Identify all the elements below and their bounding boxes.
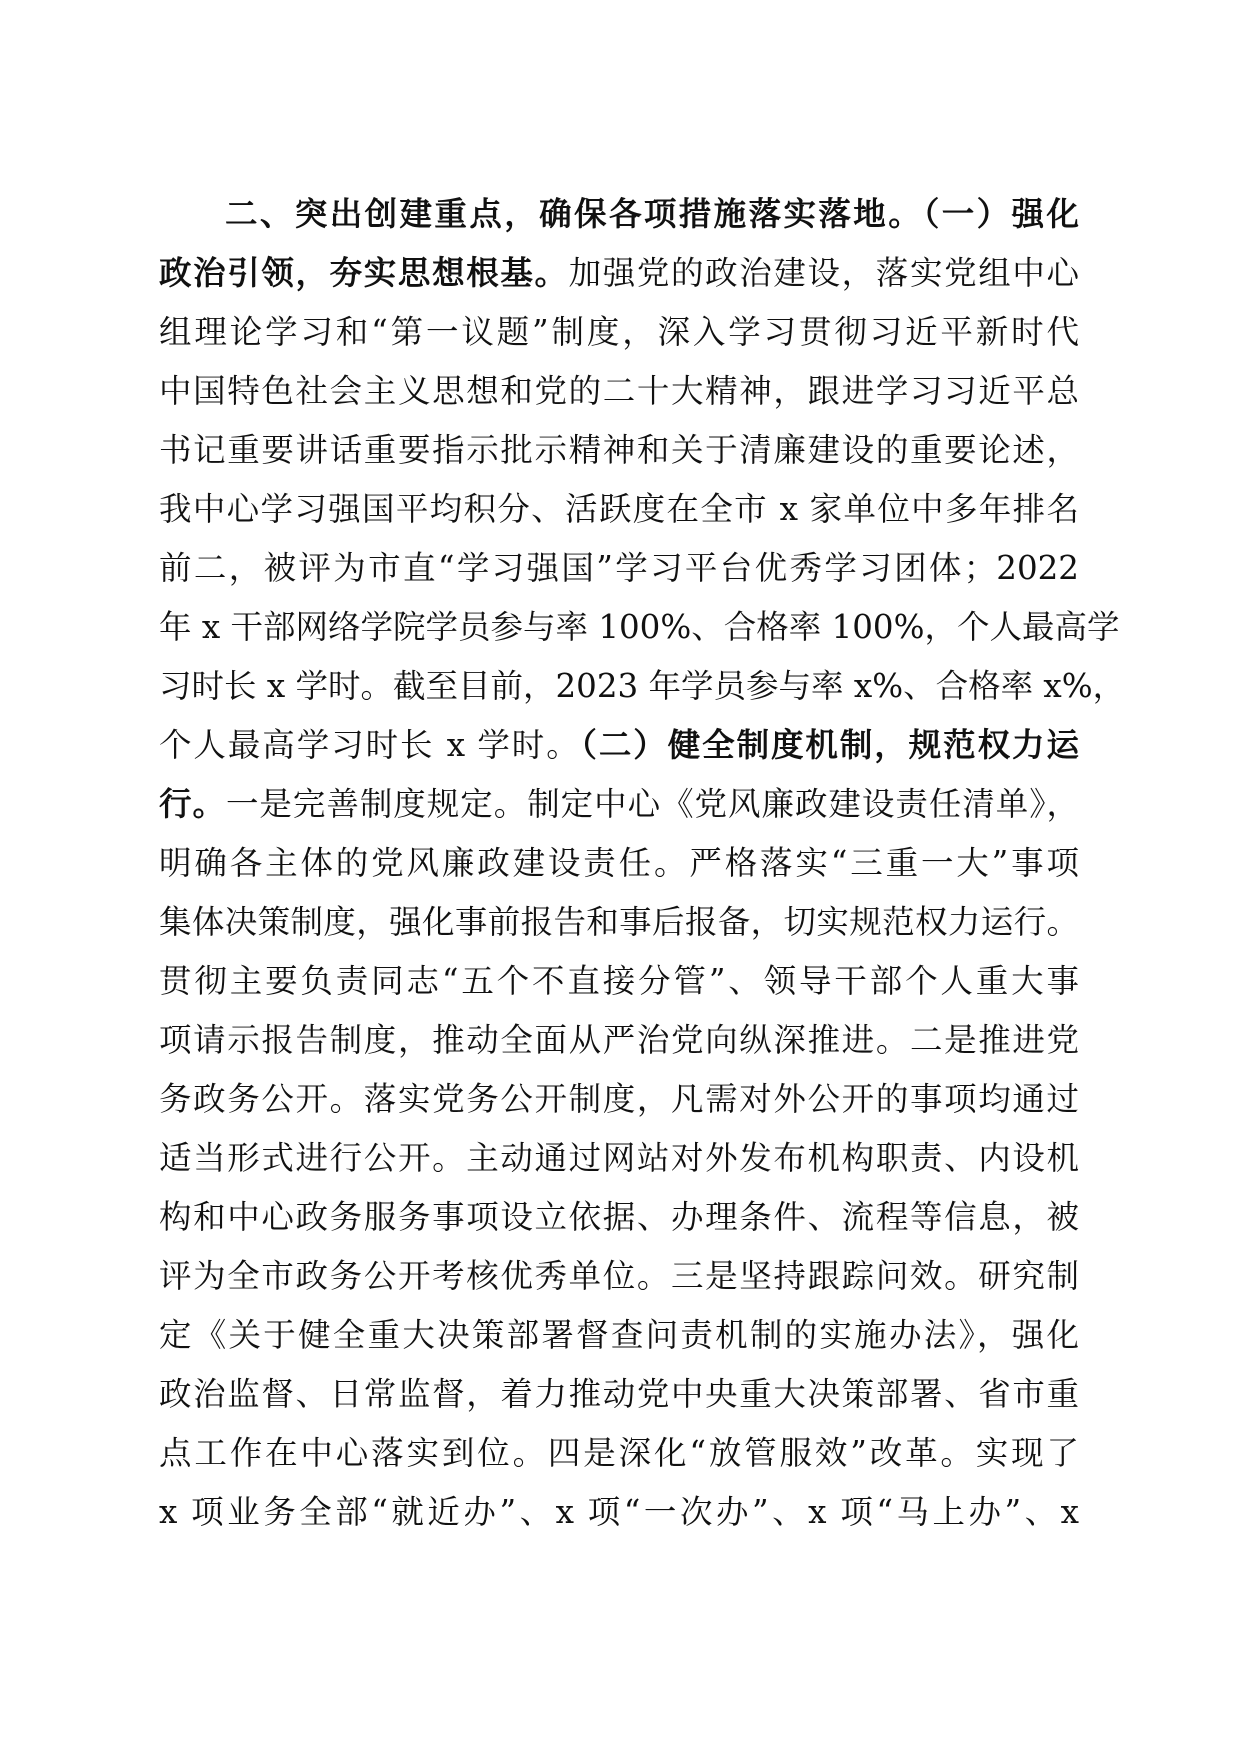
text-line [159, 597, 1120, 657]
text-run: 年 x 干部网络学院学员参与率 100%、合格率 100%，个人最高学 [159, 608, 1120, 646]
text-line [159, 479, 1079, 539]
text-line [159, 1187, 1079, 1247]
text-line [159, 302, 1079, 362]
text-line [159, 1010, 1079, 1070]
text-run: 务政务公开。落实党务公开制度，凡需对外公开的事项均通过 [159, 1080, 1079, 1118]
text-run: 习时长 x 学时。截至目前，2023 年学员参与率 x%、合格率 x%， [159, 667, 1126, 705]
text-line [159, 951, 1079, 1011]
text-run: 我中心学习强国平均积分、活跃度在全市 x 家单位中多年排名 [159, 490, 1079, 528]
text-line [159, 1482, 1079, 1542]
text-line [159, 538, 1079, 598]
text-line [159, 420, 1079, 480]
text-run: 构和中心政务服务事项设立依据、办理条件、流程等信息，被 [159, 1198, 1079, 1236]
text-run: 评为全市政务公开考核优秀单位。三是坚持跟踪问效。研究制 [159, 1257, 1079, 1295]
text-run: 加强党的政治建设，落实党组中心 [568, 254, 1079, 292]
text-run: 贯彻主要负责同志“五个不直接分管”、领导干部个人重大事 [159, 962, 1079, 1000]
text-line [159, 833, 1079, 893]
text-line [159, 1246, 1079, 1306]
text-run: 适当形式进行公开。主动通过网站对外发布机构职责、内设机 [159, 1139, 1079, 1177]
text-run: 前二，被评为市直“学习强国”学习平台优秀学习团体；2022 [159, 549, 1079, 587]
text-line [159, 656, 1126, 716]
text-run: 项请示报告制度，推动全面从严治党向纵深推进。二是推进党 [159, 1021, 1079, 1059]
text-line [159, 1069, 1079, 1129]
text-line [159, 774, 1079, 834]
text-line [159, 1128, 1079, 1188]
text-run: 二、突出创建重点，确保各项措施落实落地。（一）强化 [225, 194, 1079, 233]
text-run: x 项业务全部“就近办”、x 项“一次办”、x 项“马上办”、x [159, 1493, 1079, 1531]
text-run: 中国特色社会主义思想和党的二十大精神，跟进学习习近平总 [159, 372, 1079, 410]
text-line [225, 184, 1079, 244]
text-run: 明确各主体的党风廉政建设责任。严格落实“三重一大”事项 [159, 844, 1079, 882]
text-line [159, 1423, 1079, 1483]
text-run: 一是完善制度规定。制定中心《党风廉政建设责任清单》， [225, 785, 1079, 823]
text-run: 集体决策制度，强化事前报告和事后报备，切实规范权力运行。 [159, 903, 1079, 941]
text-run: 定《关于健全重大决策部署督查问责机制的实施办法》，强化 [159, 1316, 1079, 1354]
text-run: 个人最高学习时长 x 学时。 [159, 726, 581, 764]
text-line [159, 361, 1079, 421]
text-run: 点工作在中心落实到位。四是深化“放管服效”改革。实现了 [159, 1434, 1079, 1472]
text-run: 组理论学习和“第一议题”制度，深入学习贯彻习近平新时代 [159, 313, 1079, 351]
text-line [159, 1305, 1079, 1365]
text-run: （二）健全制度机制，规范权力运 [580, 725, 1079, 764]
text-run: 书记重要讲话重要指示批示精神和关于清廉建设的重要论述， [159, 431, 1079, 469]
text-run: 政治监督、日常监督，着力推动党中央重大决策部署、省市重 [159, 1375, 1079, 1413]
text-line [159, 243, 1079, 303]
text-line [159, 1364, 1079, 1424]
text-run: 政治引领，夯实思想根基。 [159, 253, 569, 292]
text-line [159, 892, 1079, 952]
text-run: 行。 [159, 784, 226, 823]
text-line [159, 715, 1079, 775]
